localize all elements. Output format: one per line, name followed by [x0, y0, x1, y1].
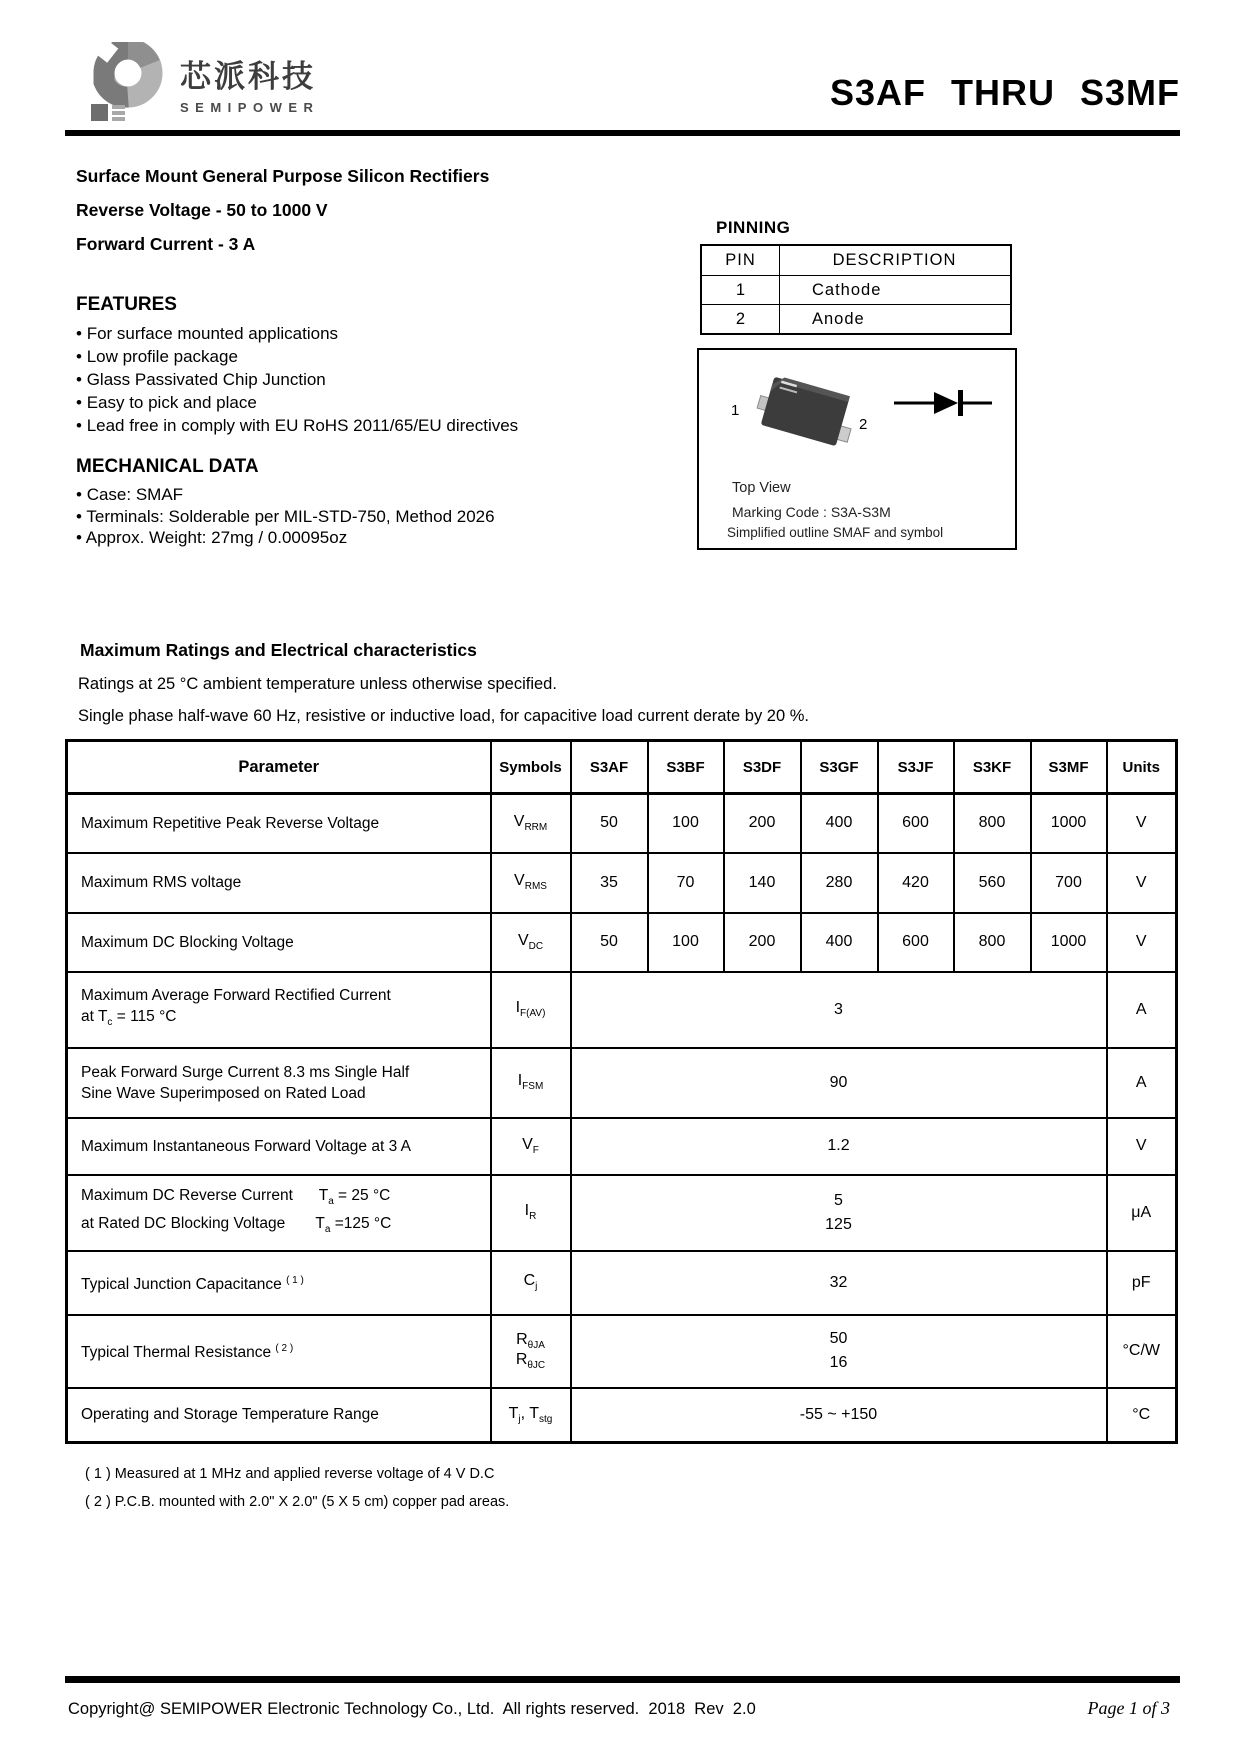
- pinning-header-row: [701, 245, 1011, 276]
- package-outline-box: [697, 348, 1017, 550]
- page-number: Page 1 of 3: [1087, 1698, 1170, 1718]
- diode-symbol-icon: [894, 390, 994, 416]
- part-column-header: S3DF: [724, 741, 801, 794]
- ratings-row-4: [67, 972, 1177, 1048]
- parameter-column-header: Parameter: [67, 741, 491, 794]
- package-caption-top-view: Top View: [732, 480, 791, 496]
- pinning-row: [701, 305, 1011, 335]
- unit-cell: V: [1107, 1118, 1177, 1175]
- parameter-cell: Maximum Repetitive Peak Reverse Voltage: [67, 794, 491, 853]
- ratings-row-9: [67, 1315, 1177, 1388]
- unit-cell: pF: [1107, 1251, 1177, 1315]
- mechanical-item: • Approx. Weight: 27mg / 0.00095oz: [76, 527, 495, 549]
- mechanical-item: • Case: SMAF: [76, 484, 495, 506]
- part-column-header: S3MF: [1031, 741, 1107, 794]
- symbol-cell: $T_j$, $T_{stg}$: [491, 1388, 571, 1443]
- features-heading: FEATURES: [76, 294, 177, 315]
- value-cell: 70: [648, 853, 724, 913]
- feature-item: • Easy to pick and place: [76, 391, 518, 414]
- parameter-cell: Typical Junction Capacitance $^{( 1 )}$: [67, 1251, 491, 1315]
- feature-item: • Low profile package: [76, 345, 518, 368]
- footer-divider: [65, 1676, 1180, 1683]
- pin-description: Cathode: [780, 276, 1012, 305]
- parameter-cell: Maximum DC Blocking Voltage: [67, 913, 491, 972]
- symbol-cell: $R_{\theta JA}$ $R_{\theta JC}$: [491, 1315, 571, 1388]
- unit-cell: °C/W: [1107, 1315, 1177, 1388]
- pinning-row: [701, 276, 1011, 305]
- ratings-header-row: [67, 741, 1177, 794]
- package-caption-outline: Simplified outline SMAF and symbol: [727, 525, 944, 540]
- value-cell: 600: [878, 913, 954, 972]
- package-pin1-label: 1: [731, 402, 740, 419]
- unit-cell: A: [1107, 972, 1177, 1048]
- mechanical-item: • Terminals: Solderable per MIL-STD-750, Method 2026: [76, 506, 495, 528]
- parameter-cell: Maximum Average Forward Rectified Current at $T_c = 115$ °C: [67, 972, 491, 1048]
- symbol-cell: $V_{DC}$: [491, 913, 571, 972]
- part-column-header: S3KF: [954, 741, 1031, 794]
- parameter-cell: Maximum RMS voltage: [67, 853, 491, 913]
- value-cell-span: -55 ~ +150: [571, 1388, 1107, 1443]
- feature-item: • Lead free in comply with EU RoHS 2011/65/EU directives: [76, 414, 518, 437]
- symbol-cell: $I_{F(AV)}$: [491, 972, 571, 1048]
- value-cell: 700: [1031, 853, 1107, 913]
- pin-number: 1: [701, 276, 780, 305]
- footnote-2: ( 2 ) P.C.B. mounted with 2.0" X 2.0" (5 X 5 cm) copper pad areas.: [85, 1494, 510, 1510]
- mechanical-list: [76, 484, 495, 549]
- unit-cell: °C: [1107, 1388, 1177, 1443]
- part-column-header: S3GF: [801, 741, 878, 794]
- value-cell-span: 90: [571, 1048, 1107, 1118]
- mechanical-data-section: [76, 456, 495, 549]
- ratings-row-6: [67, 1118, 1177, 1175]
- pin-number: 2: [701, 305, 780, 335]
- value-cell: 800: [954, 794, 1031, 853]
- value-cell: 200: [724, 794, 801, 853]
- part-column-header: S3AF: [571, 741, 648, 794]
- package-caption-marking-code: Marking Code : S3A-S3M: [732, 504, 891, 520]
- parameter-cell: Maximum DC Reverse Current $T_a = 25$ °C at Rated DC Blocking Voltage $T_a =125$ °C: [67, 1175, 491, 1251]
- value-cell: 600: [878, 794, 954, 853]
- unit-cell: V: [1107, 853, 1177, 913]
- value-cell: 50: [571, 794, 648, 853]
- package-pin2-label: 2: [859, 416, 868, 433]
- logo-chinese-name: 芯派科技: [180, 59, 316, 94]
- unit-cell: μA: [1107, 1175, 1177, 1251]
- unit-cell: V: [1107, 794, 1177, 853]
- value-cell: 100: [648, 794, 724, 853]
- package-top-view-image: [743, 368, 863, 463]
- unit-cell: A: [1107, 1048, 1177, 1118]
- footer: [68, 1698, 1180, 1719]
- features-section: [76, 294, 518, 437]
- ratings-notes: [78, 668, 809, 732]
- ratings-note: Single phase half-wave 60 Hz, resistive or inductive load, for capacitive load current derate by 20 %.: [78, 707, 809, 725]
- value-cell-span: 1.2: [571, 1118, 1107, 1175]
- value-cell-span: 5 125: [571, 1175, 1107, 1251]
- symbol-cell: $V_{RRM}$: [491, 794, 571, 853]
- summary-line: Surface Mount General Purpose Silicon Rectifiers: [76, 166, 490, 186]
- logo-english-name: SEMIPOWER: [180, 100, 320, 115]
- footnotes: [85, 1460, 509, 1516]
- ratings-row-2: [67, 853, 1177, 913]
- value-cell: 35: [571, 853, 648, 913]
- ratings-row-7: [67, 1175, 1177, 1251]
- parameter-cell: Peak Forward Surge Current 8.3 ms Single Half Sine Wave Superimposed on Rated Load: [67, 1048, 491, 1118]
- ratings-row-10: [67, 1388, 1177, 1443]
- value-cell: 140: [724, 853, 801, 913]
- ratings-row-3: [67, 913, 1177, 972]
- value-cell: 100: [648, 913, 724, 972]
- parameter-cell: Typical Thermal Resistance $^{( 2 )}$: [67, 1315, 491, 1388]
- pinning-table: [700, 244, 1012, 335]
- mechanical-heading: MECHANICAL DATA: [76, 456, 259, 477]
- units-column-header: Units: [1107, 741, 1177, 794]
- footnote-1: ( 1 ) Measured at 1 MHz and applied reverse voltage of 4 V D.C: [85, 1466, 495, 1482]
- ratings-row-1: [67, 794, 1177, 853]
- summary-line: Forward Current - 3 A: [76, 234, 256, 254]
- value-cell: 400: [801, 794, 878, 853]
- ratings-row-8: [67, 1251, 1177, 1315]
- part-number-title: S3AF THRU S3MF: [829, 72, 1180, 113]
- part-column-header: S3JF: [878, 741, 954, 794]
- symbol-cell: $V_F$: [491, 1118, 571, 1175]
- ratings-table: [65, 739, 1178, 1444]
- value-cell: 50: [571, 913, 648, 972]
- symbol-cell: $I_{FSM}$: [491, 1048, 571, 1118]
- product-summary: [76, 166, 489, 268]
- value-cell: 200: [724, 913, 801, 972]
- feature-item: • Glass Passivated Chip Junction: [76, 368, 518, 391]
- value-cell-span: 32: [571, 1251, 1107, 1315]
- features-list: [76, 322, 518, 437]
- part-column-header: S3BF: [648, 741, 724, 794]
- parameter-cell: Operating and Storage Temperature Range: [67, 1388, 491, 1443]
- value-cell-span: 3: [571, 972, 1107, 1048]
- value-cell: 420: [878, 853, 954, 913]
- ratings-note: Ratings at 25 °C ambient temperature unless otherwise specified.: [78, 675, 557, 693]
- pin-column-header: PIN: [701, 245, 780, 276]
- ratings-row-5: [67, 1048, 1177, 1118]
- summary-line: Reverse Voltage - 50 to 1000 V: [76, 200, 328, 220]
- header-divider: [65, 130, 1180, 136]
- value-cell: 400: [801, 913, 878, 972]
- parameter-cell: Maximum Instantaneous Forward Voltage at 3 A: [67, 1118, 491, 1175]
- value-cell: 560: [954, 853, 1031, 913]
- value-cell: 1000: [1031, 794, 1107, 853]
- copyright-text: Copyright@ SEMIPOWER Electronic Technology Co., Ltd. All rights reserved. 2018 Rev 2.0: [68, 1700, 756, 1718]
- unit-cell: V: [1107, 913, 1177, 972]
- symbol-cell: $I_R$: [491, 1175, 571, 1251]
- description-column-header: DESCRIPTION: [780, 245, 1012, 276]
- symbol-cell: $V_{RMS}$: [491, 853, 571, 913]
- symbols-column-header: Symbols: [491, 741, 571, 794]
- pin-description: Anode: [780, 305, 1012, 335]
- feature-item: • For surface mounted applications: [76, 322, 518, 345]
- pinning-heading: PINNING: [716, 218, 791, 237]
- value-cell: 800: [954, 913, 1031, 972]
- value-cell: 1000: [1031, 913, 1107, 972]
- value-cell: 280: [801, 853, 878, 913]
- value-cell-span: 50 16: [571, 1315, 1107, 1388]
- ratings-section-heading: Maximum Ratings and Electrical characteristics: [80, 640, 477, 660]
- symbol-cell: $C_j$: [491, 1251, 571, 1315]
